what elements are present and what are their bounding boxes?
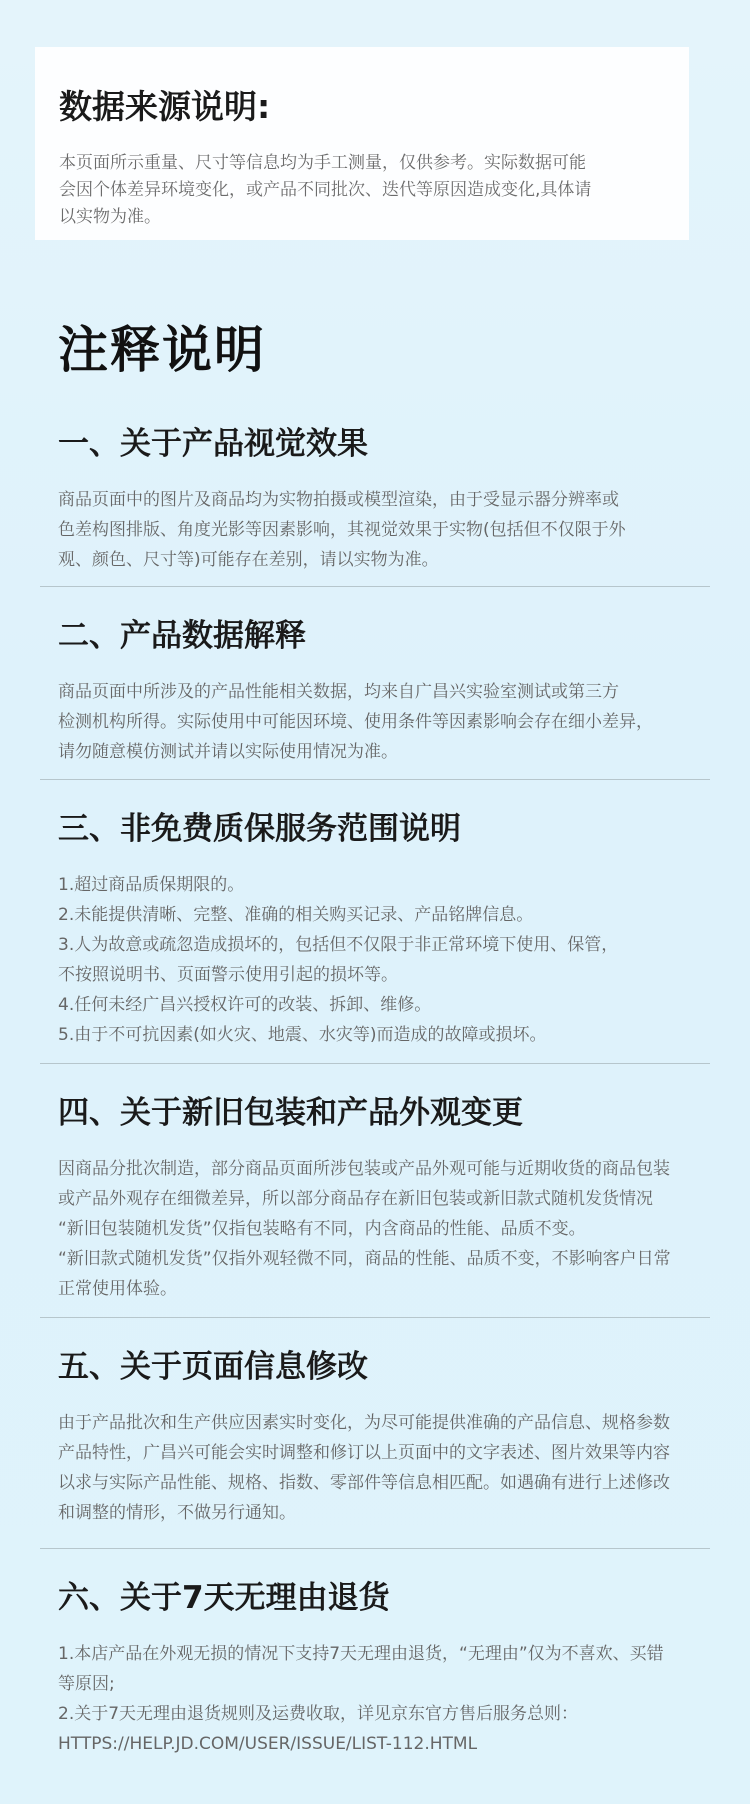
section-body	[58, 485, 712, 575]
section-product-data	[58, 610, 712, 767]
section-heading: 二、产品数据解释	[58, 618, 306, 654]
section-line: 商品页面中的图片及商品均为实物拍摄或模型渲染，由于受显示器分辨率或	[58, 490, 619, 510]
section-line: 由于产品批次和生产供应因素实时变化，为尽可能提供准确的产品信息、规格参数	[58, 1413, 670, 1433]
section-line: 等原因;	[58, 1674, 115, 1694]
section-line: 产品特性，广昌兴可能会实时调整和修订以上页面中的文字表述、图片效果等内容	[58, 1443, 670, 1463]
data-source-line: 以实物为准。	[59, 207, 161, 227]
section-line: “新旧包装随机发货”仅指包装略有不同，内含商品的性能、品质不变。	[58, 1219, 586, 1239]
section-warranty-scope	[58, 803, 712, 1050]
section-line: 5.由于不可抗因素(如火灾、地震、水灾等)而造成的故障或损坏。	[58, 1025, 547, 1045]
section-line: 2.关于7天无理由退货规则及运费收取，详见京东官方售后服务总则：	[58, 1704, 579, 1724]
section-divider	[40, 779, 710, 780]
section-line: 不按照说明书、页面警示使用引起的损坏等。	[58, 965, 398, 985]
section-line: 和调整的情形，不做另行通知。	[58, 1503, 296, 1523]
section-heading: 三、非免费质保服务范围说明	[58, 811, 461, 847]
section-line: 4.任何未经广昌兴授权许可的改装、拆卸、维修。	[58, 995, 432, 1015]
section-line: 正常使用体验。	[58, 1279, 177, 1299]
section-heading: 一、关于产品视觉效果	[58, 426, 368, 462]
section-line: 因商品分批次制造，部分商品页面所涉包装或产品外观可能与近期收货的商品包装	[58, 1159, 670, 1179]
data-source-title: 数据来源说明:	[59, 87, 271, 126]
section-line: “新旧款式随机发货”仅指外观轻微不同，商品的性能、品质不变，不影响客户日常	[58, 1249, 671, 1269]
data-source-line: 会因个体差异环境变化，或产品不同批次、迭代等原因造成变化,具体请	[59, 180, 592, 200]
section-heading: 四、关于新旧包装和产品外观变更	[58, 1095, 523, 1131]
section-line: 或产品外观存在细微差异，所以部分商品存在新旧包装或新旧款式随机发货情况	[58, 1189, 653, 1209]
section-line: 色差构图排版、角度光影等因素影响，其视觉效果于实物(包括但不仅限于外	[58, 520, 626, 540]
section-divider	[40, 1317, 710, 1318]
section-line: 2.未能提供清晰、完整、准确的相关购买记录、产品铭牌信息。	[58, 905, 534, 925]
section-line: 3.人为故意或疏忽造成损坏的，包括但不仅限于非正常环境下使用、保管，	[58, 935, 619, 955]
section-visual-effect	[58, 418, 712, 575]
section-line: 检测机构所得。实际使用中可能因环境、使用条件等因素影响会存在细小差异，	[58, 712, 653, 732]
section-body	[58, 1639, 712, 1759]
return-policy-url: HTTPS://HELP.JD.COM/USER/ISSUE/LIST-112.HTML	[58, 1734, 478, 1754]
section-line: 以求与实际产品性能、规格、指数、零部件等信息相匹配。如遇确有进行上述修改	[58, 1473, 670, 1493]
section-heading: 五、关于页面信息修改	[58, 1349, 368, 1385]
data-source-line: 本页面所示重量、尺寸等信息均为手工测量，仅供参考。实际数据可能	[59, 153, 586, 173]
data-source-card	[35, 47, 689, 240]
section-seven-day-return	[58, 1572, 712, 1759]
section-divider	[40, 1548, 710, 1549]
section-packaging-change	[58, 1087, 712, 1304]
section-body	[58, 677, 712, 767]
section-divider	[40, 586, 710, 587]
section-line: 1.超过商品质保期限的。	[58, 875, 245, 895]
section-line: 请勿随意模仿测试并请以实际使用情况为准。	[58, 742, 398, 762]
section-page-info-changes	[58, 1341, 712, 1528]
section-heading: 六、关于7天无理由退货	[58, 1580, 390, 1616]
section-line: 1.本店产品在外观无损的情况下支持7天无理由退货，“无理由”仅为不喜欢、买错	[58, 1644, 664, 1664]
section-body	[58, 1408, 712, 1528]
section-line: 商品页面中所涉及的产品性能相关数据，均来自广昌兴实验室测试或第三方	[58, 682, 619, 702]
data-source-text	[59, 150, 665, 231]
section-divider	[40, 1063, 710, 1064]
section-line: 观、颜色、尺寸等)可能存在差别，请以实物为准。	[58, 550, 439, 570]
page-title: 注释说明	[58, 321, 266, 379]
section-body	[58, 1154, 712, 1304]
section-body	[58, 870, 712, 1050]
